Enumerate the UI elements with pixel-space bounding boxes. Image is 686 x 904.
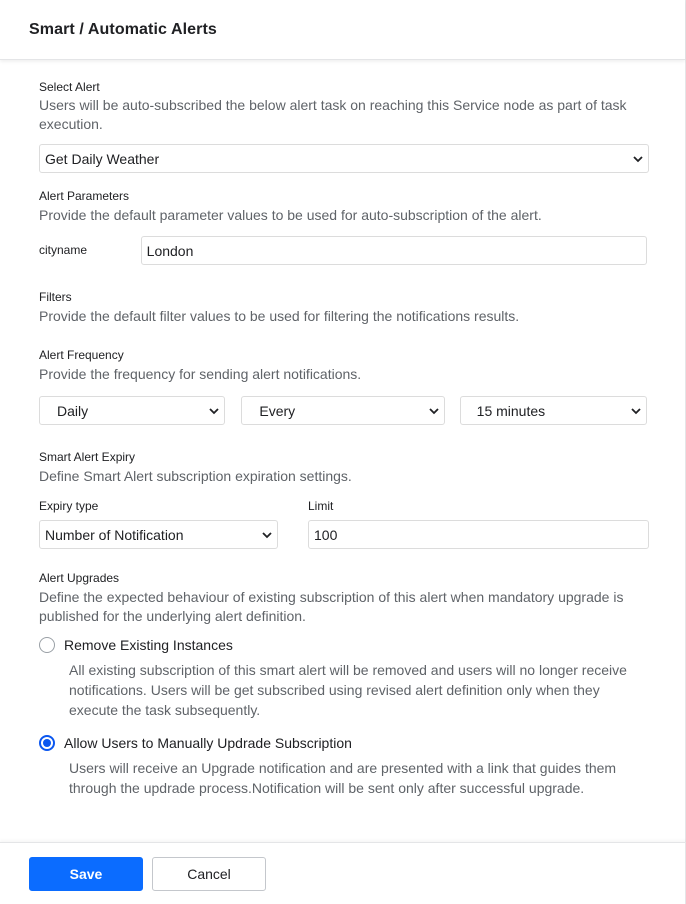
select-alert-description: Users will be auto-subscribed the below alert task on reaching this Service node as part of task execution. xyxy=(39,97,627,132)
alert-frequency-description: Provide the frequency for sending alert notifications. xyxy=(39,366,362,382)
frequency-period-value: Daily xyxy=(57,402,89,419)
expiry-limit-input[interactable]: 100 xyxy=(308,520,649,549)
cancel-button[interactable]: Cancel xyxy=(152,857,266,891)
alert-parameters-label: Alert Parameters xyxy=(39,189,130,203)
alert-select[interactable] xyxy=(39,144,649,173)
expiry-type-field xyxy=(39,499,278,549)
alert-upgrades-label: Alert Upgrades xyxy=(39,571,120,585)
expiry-label: Smart Alert Expiry xyxy=(39,450,136,464)
expiry-type-label: Expiry type xyxy=(39,499,99,513)
param-value-input[interactable]: London xyxy=(141,236,647,265)
radio-button[interactable] xyxy=(39,637,55,653)
frequency-period-select[interactable] xyxy=(39,396,225,425)
dialog-title: Smart / Automatic Alerts xyxy=(29,20,217,38)
dialog-body xyxy=(0,60,685,798)
expiry-description: Define Smart Alert subscription expiration settings. xyxy=(39,468,352,484)
frequency-row xyxy=(39,396,647,425)
upgrade-option-label: Remove Existing Instances xyxy=(64,637,233,653)
frequency-every-select[interactable] xyxy=(241,396,444,425)
expiry-limit-field xyxy=(308,499,649,549)
chevron-down-icon xyxy=(631,406,641,416)
alert-frequency-label: Alert Frequency xyxy=(39,348,124,362)
expiry-limit-label: Limit xyxy=(308,499,334,513)
alert-upgrades-section xyxy=(39,549,647,798)
expiry-type-select[interactable] xyxy=(39,520,278,549)
alert-parameters-section xyxy=(39,173,647,265)
alert-upgrades-description: Define the expected behaviour of existing subscription of this alert when mandatory upgrade is published for the underlying alert definition. xyxy=(39,589,624,624)
alert-parameters-description: Provide the default parameter values to be used for auto-subscription of the alert. xyxy=(39,207,542,223)
frequency-interval-value: 15 minutes xyxy=(476,402,546,419)
expiry-type-value: Number of Notification xyxy=(45,526,184,543)
filters-label: Filters xyxy=(39,290,72,304)
upgrade-option-remove[interactable] xyxy=(39,637,647,653)
dialog-footer xyxy=(0,842,686,904)
alert-frequency-section xyxy=(39,326,647,425)
upgrade-option-manual[interactable] xyxy=(39,735,647,751)
chevron-down-icon xyxy=(262,530,272,540)
upgrade-option-description: All existing subscription of this smart alert will be removed and users will no longer receive notifications. Users will be get subscribed using revised alert definition only when they execute the task subsequently. xyxy=(69,662,627,718)
select-alert-section xyxy=(39,60,647,173)
filters-description: Provide the default filter values to be used for filtering the notifications results. xyxy=(39,308,520,324)
frequency-interval-select[interactable] xyxy=(460,396,647,425)
upgrade-option-label: Allow Users to Manually Updrade Subscription xyxy=(64,735,352,751)
chevron-down-icon xyxy=(209,406,219,416)
radio-button-checked[interactable] xyxy=(39,735,55,751)
expiry-section xyxy=(39,425,647,549)
chevron-down-icon xyxy=(429,406,439,416)
filters-section xyxy=(39,265,647,326)
param-row xyxy=(39,236,647,265)
param-name: cityname xyxy=(39,243,88,257)
alert-select-value: Get Daily Weather xyxy=(45,150,160,167)
expiry-row xyxy=(39,499,647,549)
select-alert-label: Select Alert xyxy=(39,80,100,94)
save-button[interactable]: Save xyxy=(29,857,143,891)
upgrade-option-description: Users will receive an Upgrade notification and are presented with a link that guides them through the updrade process.Notification will be sent only after successful upgrade. xyxy=(69,760,617,796)
dialog-header xyxy=(0,0,685,60)
frequency-every-value: Every xyxy=(259,402,296,419)
chevron-down-icon xyxy=(633,154,643,164)
